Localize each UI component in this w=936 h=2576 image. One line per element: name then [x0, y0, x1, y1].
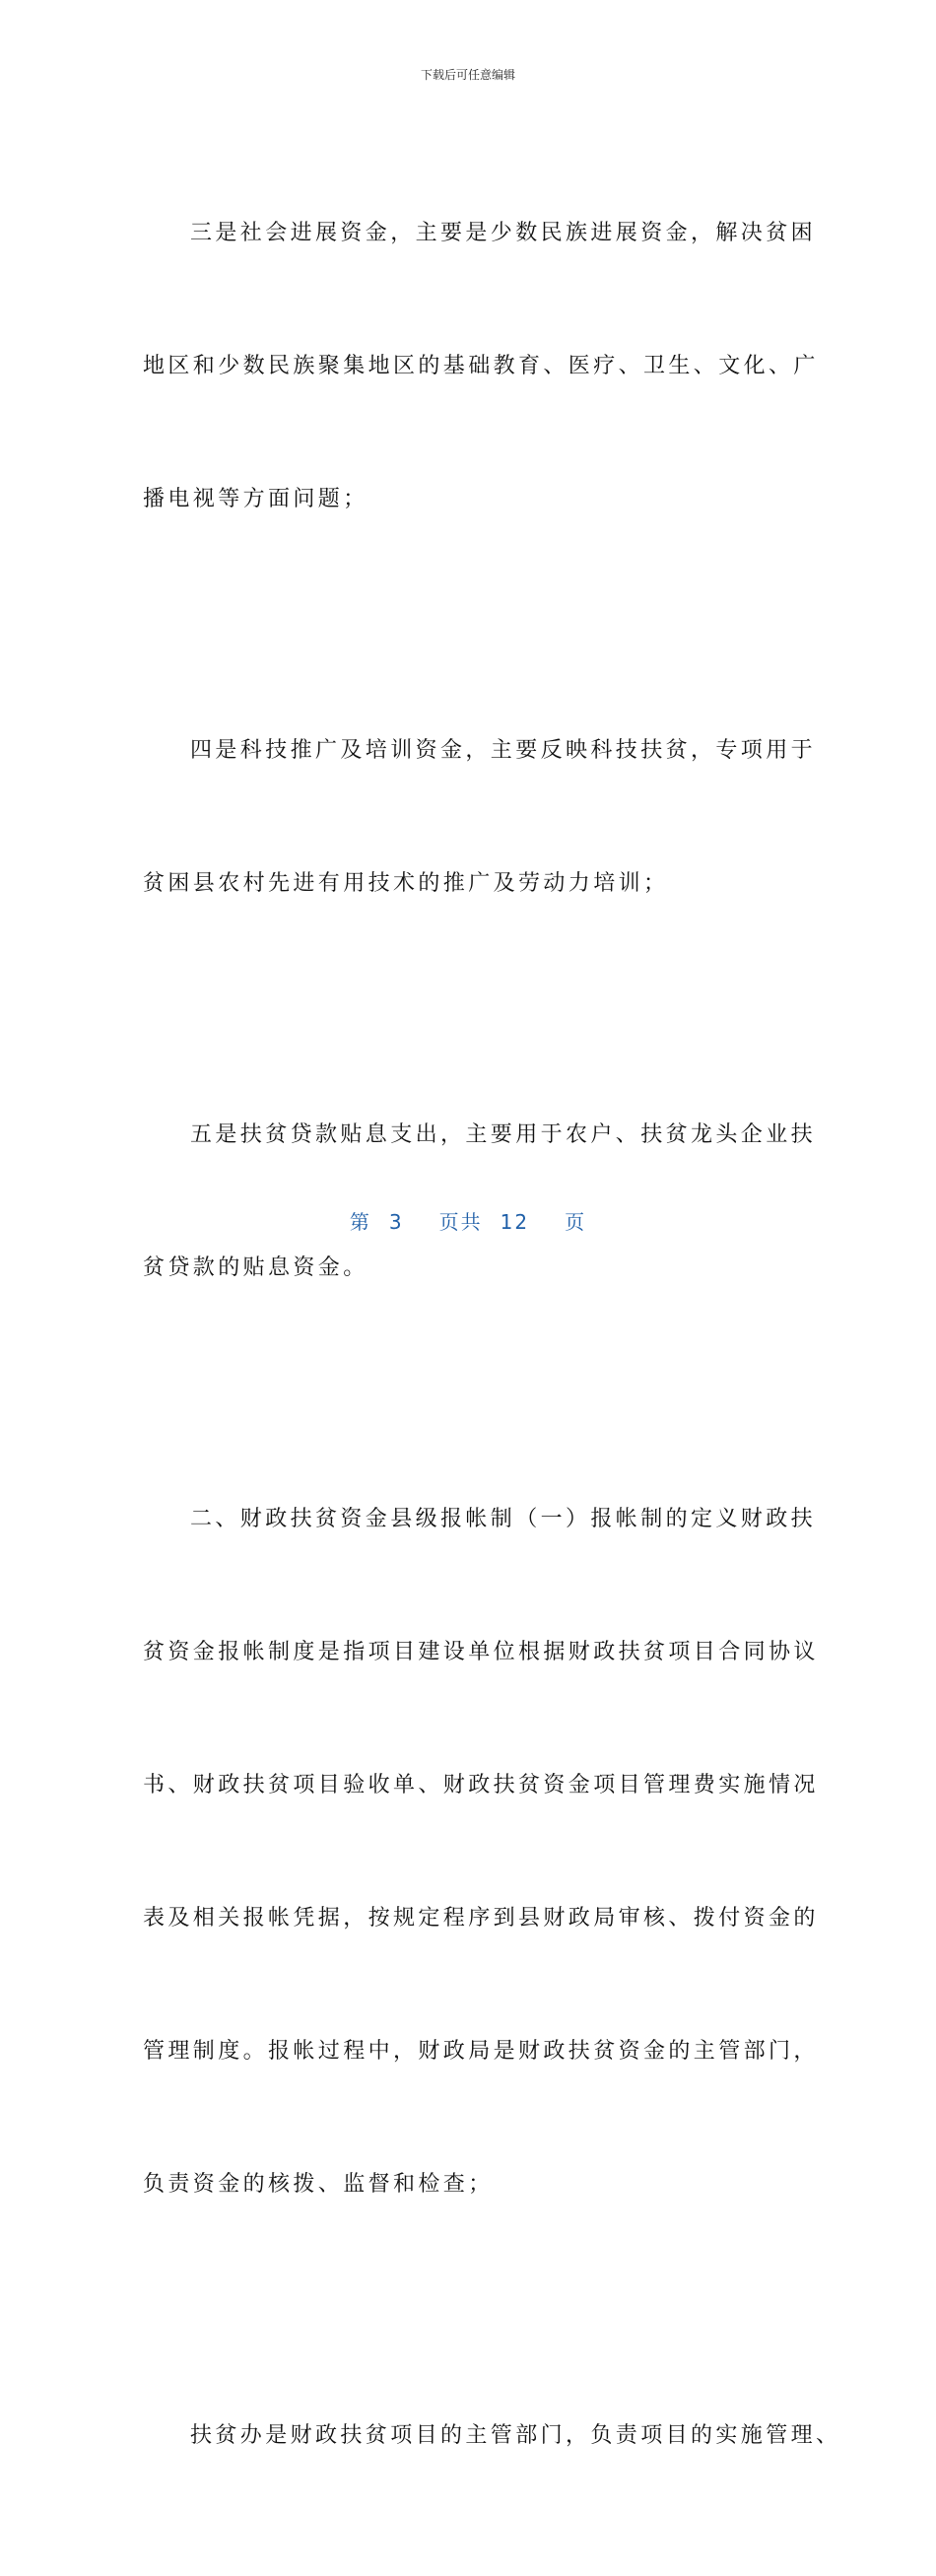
- paragraph: [143, 122, 819, 610]
- text-line: 管理制度。报帐过程中，财政局是财政扶贫资金的主管部门，: [143, 2039, 819, 2064]
- text-line: 负责资金的核拨、监督和检查；: [143, 2172, 494, 2197]
- header-note: 下载后可任意编辑: [420, 68, 515, 82]
- paragraph: [143, 1408, 819, 2295]
- text-line: 书、财政扶贫项目验收单、财政扶贫资金项目管理费实施情况: [143, 1773, 819, 1797]
- text-line: 五是扶贫贷款贴息支出，主要用于农户、扶贫龙头企业扶: [190, 1122, 817, 1147]
- text-line: 三是社会进展资金，主要是少数民族进展资金，解决贫困: [190, 221, 817, 245]
- paragraph: [143, 1024, 817, 1379]
- text-line: 二、财政扶贫资金县级报帐制（一）报帐制的定义财政扶: [190, 1507, 817, 1531]
- text-line: 四是科技推广及培训资金，主要反映科技扶贫，专项用于: [190, 738, 817, 763]
- paragraph: [143, 2325, 841, 2546]
- footer-middle: 页共: [438, 1210, 483, 1234]
- text-line: 表及相关报帐凭据，按规定程序到县财政局审核、拨付资金的: [143, 1906, 819, 1931]
- text-line: 播电视等方面问题；: [143, 487, 368, 511]
- text-line: 贫资金报帐制度是指项目建设单位根据财政扶贫项目合同协议: [143, 1640, 819, 1664]
- text-line: 贫贷款的贴息资金。: [143, 1255, 368, 1280]
- text-line: 贫困县农村先进有用技术的推广及劳动力培训；: [143, 871, 669, 896]
- footer-total-pages: 12: [500, 1210, 530, 1234]
- page-footer: [0, 1206, 936, 1235]
- paragraph: [143, 640, 817, 994]
- footer-suffix: 页: [565, 1210, 587, 1234]
- footer-current-page: 3: [388, 1210, 404, 1234]
- text-line: 扶贫办是财政扶贫项目的主管部门，负责项目的实施管理、: [190, 2423, 841, 2448]
- text-line: 地区和少数民族聚集地区的基础教育、医疗、卫生、文化、广: [143, 354, 819, 378]
- document-body: [143, 122, 841, 2576]
- footer-prefix: 第: [349, 1210, 371, 1234]
